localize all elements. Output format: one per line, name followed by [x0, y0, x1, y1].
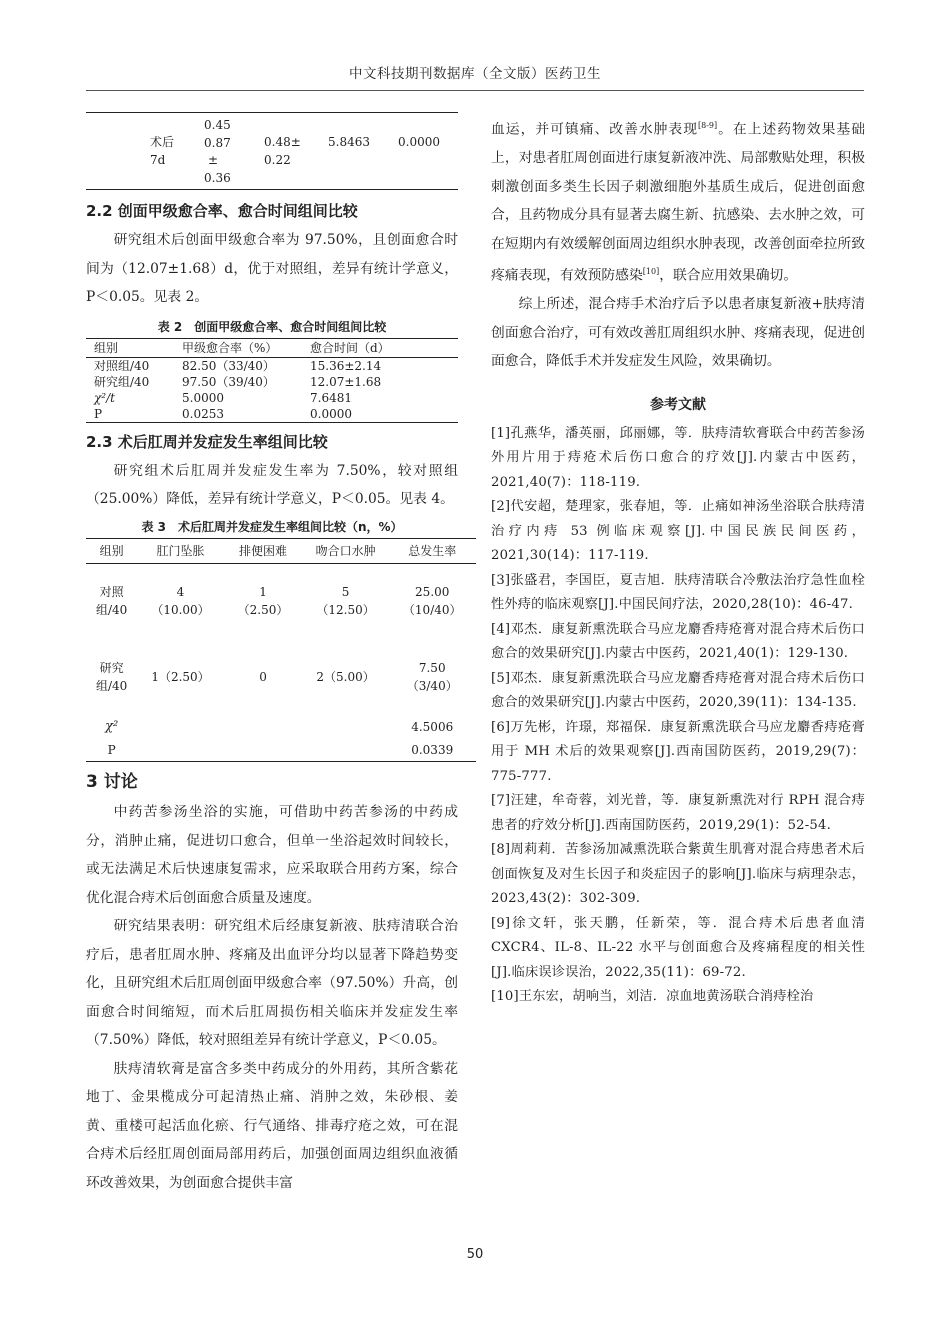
table3-cell: 0 — [259, 670, 267, 684]
table3-header: 肛门坠胀 — [156, 543, 205, 558]
table1-tail — [86, 112, 458, 190]
table2-header: 甲级愈合率（%） — [182, 340, 278, 355]
conclusion-paragraph: 综上所述，混合痔手术治疗后予以患者康复新液+肤痔清创面愈合治疗，可有效改善肛周组织水肿、疼痛表现，促进创面愈合，降低手术并发症发生风险，效果确切。 — [491, 296, 865, 370]
reference-item: [5]邓杰．康复新熏洗联合马应龙麝香痔疮膏对混合痔术后伤口愈合的效果研究[J].内蒙古中医药，2020,39(11)：134-135. — [491, 670, 865, 711]
section-2-3-title: 2.3 术后肛周并发症发生率组间比较 — [86, 432, 328, 451]
table3-cell — [137, 715, 223, 739]
text-span: 。在上述药物效果基础上，对患者肛周创面进行康复新液冲洗、局部敷贴处理，积极刺激创面多类生长因子刺激细胞外基质生成后，促进创面愈合，且药物成分具有显著去腐生新、抗感染、去水肿之效，可在短期内有效缓解创面周边组织水肿表现，改善创面牵拉所致疼痛表现，有效预防感染 — [491, 121, 866, 284]
table1-cell: ± — [208, 153, 219, 167]
table1-cell: 0.22 — [264, 152, 291, 167]
table2-cell: 对照组/40 — [94, 358, 150, 373]
table2-cell: 97.50（39/40） — [182, 374, 275, 389]
reference-item: [8]周莉莉．苦参汤加减熏洗联合紫黄生肌膏对混合痔患者术后创面恢复及对生长因子和炎症因子的影响[J].临床与病理杂志，2023,43(2)：302-309. — [491, 842, 865, 907]
table3-cell: 研究组/40 — [96, 661, 128, 693]
table3-caption: 表 3 术后肛周并发症发生率组间比较（n，%） — [141, 519, 403, 534]
reference-item: [1]孔燕华，潘英丽，邱丽娜，等．肤痔清软膏联合中药苦参汤外用片用于痔疮术后伤口愈合的疗效[J].内蒙古中医药，2021,40(7)：118-119. — [491, 425, 865, 490]
left-column — [86, 112, 462, 1197]
table3-cell: 25.00（10/40） — [402, 585, 462, 618]
table3-cell: χ² — [105, 719, 119, 734]
table3-cell: 1（2.50） — [151, 670, 210, 684]
table3-header: 吻合口水肿 — [315, 543, 376, 558]
discussion-continued-paragraph — [491, 112, 865, 290]
table3-cell — [302, 715, 388, 739]
table2 — [86, 338, 458, 423]
discussion-paragraph: 肤痔清软膏是富含多类中药成分的外用药，其所含紫花地丁、金果榄成分可起清热止痛、消肿之效，朱砂根、姜黄、重楼可起活血化瘀、行气通络、排毒疗疮之效，可在混合痔术后经肛周创面局部用药后，加强创面周边组织血液循环改善效果，为创面愈合提供丰富 — [86, 1060, 458, 1191]
page-number: 50 — [466, 1247, 484, 1262]
table2-cell: 5.0000 — [182, 390, 224, 405]
table2-caption: 表 2 创面甲级愈合率、愈合时间组间比较 — [157, 319, 387, 334]
table2-cell: 研究组/40 — [94, 374, 150, 389]
reference-item: [4]邓杰．康复新熏洗联合马应龙麝香痔疮膏对混合痔术后伤口愈合的效果研究[J].内蒙古中医药，2021,40(1)：129-130. — [491, 621, 865, 662]
table2-cell: χ²/t — [94, 390, 115, 405]
table1-col1 — [204, 117, 231, 187]
discussion-paragraph: 研究结果表明：研究组术后经康复新液、肤痔清联合治疗后，患者肛周水肿、疼痛及出血评分均以显著下降趋势变化，且研究组术后肛周创面甲级愈合率（97.50%）升高，创面愈合时间缩短，而术后肛周损伤相关临床并发症发生率（7.50%）降低，较对照组差异有统计学意义，P＜0.05。 — [86, 918, 458, 1048]
table3-cell: 5（12.50） — [316, 585, 375, 618]
table2-header: 组别 — [94, 340, 119, 355]
references-title: 参考文献 — [650, 396, 706, 413]
header-rule — [86, 90, 864, 91]
table1-cell: 0.36 — [204, 170, 231, 185]
table1-row-label — [150, 134, 174, 169]
table1-cell: 0.45 — [204, 118, 231, 132]
table3 — [86, 538, 476, 763]
reference-list — [491, 422, 865, 1010]
table3-cell — [137, 739, 223, 762]
table3-cell: 1（2.50） — [237, 585, 289, 618]
text-span: ，联合应用效果确切。 — [659, 267, 798, 284]
table2-cell: 15.36±2.14 — [310, 358, 382, 373]
section-2-2-title: 2.2 创面甲级愈合率、愈合时间组间比较 — [86, 202, 358, 220]
reference-item: [3]张盛君，李国臣，夏吉旭．肤痔清联合冷敷法治疗急性血栓性外痔的临床观察[J].中国民间疗法，2020,28(10)：46-47. — [491, 572, 865, 613]
section-3-title: 3 讨论 — [86, 772, 138, 792]
table1-cell: 术后 — [150, 135, 175, 149]
table3-cell: 0.0339 — [411, 743, 454, 757]
table1-cell: 7d — [150, 152, 166, 167]
reference-item: [7]汪建，牟奇蓉，刘光普，等．康复新熏洗对行 RPH 混合痔患者的疗效分析[J].西南国防医药，2019,29(1)：52-54. — [491, 793, 865, 833]
table1-cell: 0.0000 — [398, 135, 440, 149]
table3-header: 总发生率 — [408, 543, 457, 558]
citation-mark: [10] — [642, 267, 660, 277]
table3-cell — [224, 739, 303, 762]
table2-cell: 0.0000 — [310, 406, 352, 421]
reference-item: [9]徐文轩，张天鹏，任新荣，等．混合痔术后患者血清 CXCR4、IL-8、IL-22 水平与创面愈合及疼痛程度的相关性[J].临床误诊误治，2022,35(11)：69-72. — [491, 915, 865, 980]
section-2-2-paragraph: 研究组术后创面甲级愈合率为 97.50%，且创面愈合时间为（12.07±1.68）d，优于对照组，差异有统计学意义，P＜0.05。见表 2。 — [86, 232, 458, 305]
discussion-paragraph: 中药苦参汤坐浴的实施，可借助中药苦参汤的中药成分，消肿止痛，促进切口愈合，但单一坐浴起效时间较长，或无法满足术后快速康复需求，应采取联合用药方案，综合优化混合痔术后创面愈合质量及速度。 — [86, 804, 458, 906]
right-column — [491, 112, 865, 1010]
table2-cell: 12.07±1.68 — [310, 374, 382, 389]
table3-cell: 4.5006 — [411, 720, 454, 734]
table2-cell: 7.6481 — [310, 390, 352, 405]
table2-cell: 82.50（33/40） — [182, 358, 275, 373]
table2-cell: 0.0253 — [182, 406, 224, 421]
text-span: 血运，并可镇痛、改善水肿表现 — [491, 121, 699, 138]
reference-item: [2]代安超，楚理家，张春旭，等．止痛如神汤坐浴联合肤痔清治疗内痔 53 例临床观察[J].中国民族民间医药，2021,30(14)：117-119. — [491, 499, 865, 564]
table3-cell — [224, 715, 303, 739]
table3-cell: 2（5.00） — [316, 670, 375, 684]
reference-item: [6]万先彬，许璟，郑福保．康复新熏洗联合马应龙麝香痔疮膏用于 MH 术后的效果观察[J].西南国防医药，2019,29(7)：775-777. — [491, 719, 865, 784]
journal-header: 中文科技期刊数据库（全文版）医药卫生 — [349, 66, 601, 82]
table3-header: 组别 — [99, 543, 124, 558]
reference-item: [10]王东宏，胡响当，刘洁．凉血地黄汤联合消痔栓治 — [491, 989, 814, 1005]
table3-cell: 7.50（3/40） — [406, 661, 458, 693]
table3-cell: 4（10.00） — [151, 585, 210, 618]
citation-mark: [8-9] — [698, 121, 718, 130]
table1-col2 — [264, 134, 301, 169]
table1-cell: 0.87 — [204, 135, 231, 150]
table2-cell: P — [94, 406, 103, 421]
table3-cell: P — [107, 743, 116, 757]
table1-cell: 5.8463 — [328, 135, 370, 149]
table2-header: 愈合时间（d） — [310, 340, 390, 355]
table3-header: 排便困难 — [239, 543, 288, 558]
table3-cell: 对照组/40 — [96, 585, 128, 618]
table3-cell — [302, 739, 388, 762]
table1-cell: 0.48± — [264, 135, 301, 149]
section-2-3-paragraph: 研究组术后肛周并发症发生率为 7.50%，较对照组（25.00%）降低，差异有统计学意义，P＜0.05。见表 4。 — [86, 462, 458, 507]
